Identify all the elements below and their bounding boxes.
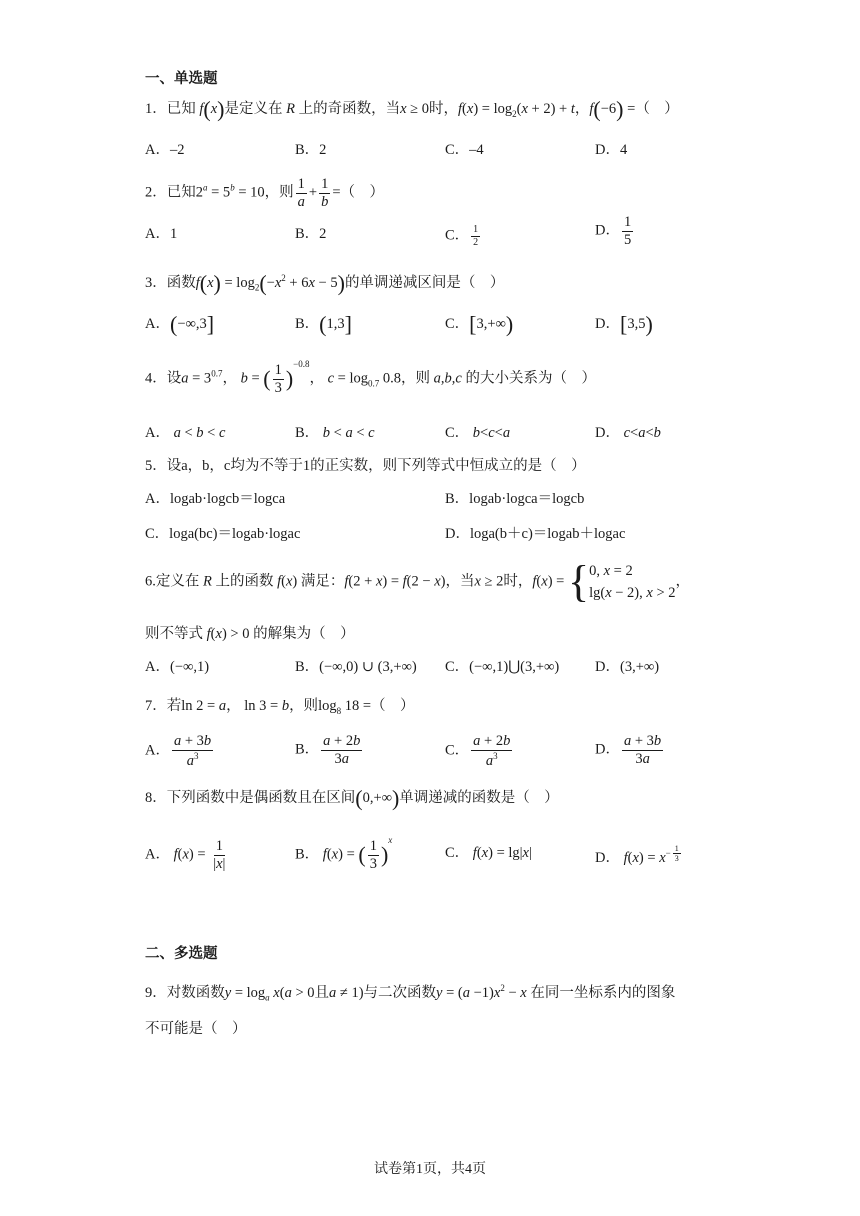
- option-c: C．[3,+∞): [445, 311, 514, 337]
- option-b: B． $\frac{a + 2b}{3a}$: [295, 733, 361, 767]
- option-b: B． f(x) = ( $\frac{1}{3}$ )$^x$: [295, 834, 393, 872]
- option-a: A．(−∞,3]: [145, 311, 215, 337]
- option-d: D． c<a<b: [595, 425, 661, 441]
- option-c: C． f(x) = lg|x|: [445, 845, 532, 861]
- question-2: 2．已知$2^a = 5^b = 10$，则 $\frac{1}{a}$ + $\frac{1}{b}$ =（ ）: [145, 176, 384, 210]
- option-d: D．(3,+∞): [595, 659, 660, 675]
- page-footer: 试卷第1页，共4页: [374, 1162, 486, 1177]
- option-c: C． $\frac{a + 2b}{a^3}$: [445, 733, 511, 769]
- option-b: B．2: [295, 226, 327, 242]
- section-title-multiple-choice: 二、多选题: [145, 946, 218, 962]
- option-d: D． $\frac{1}{5}$: [595, 214, 632, 248]
- question-4: 4．设$a = 3^{0.7}$， b = ( $\frac{1}{3}$ )$^{-0.8}$， $c = \log_{0.7} 0.8$，则 a,b,c 的大小关系为（ ）: [145, 358, 596, 396]
- option-b: B．(1,3]: [295, 311, 352, 337]
- option-d: D．4: [595, 142, 628, 158]
- option-a: A．–2: [145, 142, 185, 158]
- option-c: C．(−∞,1)⋃(3,+∞): [445, 659, 560, 675]
- question-9-line-2: 不可能是（ ）: [145, 1021, 247, 1037]
- option-c: C． $\frac{1}{2}$: [445, 224, 479, 248]
- option-a: A．(−∞,1): [145, 659, 210, 675]
- question-6-line-2: 则不等式 f(x) > 0 的解集为（ ）: [145, 626, 355, 642]
- question-9: 9．对数函数$y = \log_a x(a > 0$且a ≠ 1)与二次函数$y = (a -1)x^2 - x$ 在同一坐标系内的图象: [145, 983, 676, 1003]
- option-d: D．[3,5): [595, 311, 653, 337]
- option-b: B．(−∞,0) ∪ (3,+∞): [295, 659, 417, 675]
- question-3: 3．函数$f(x) = \log_2(-x^2 + 6x - 5)$的单调递减区间是（ ）: [145, 270, 505, 296]
- option-b: B．2: [295, 142, 327, 158]
- question-5: 5．设a，b，c均为不等于1的正实数，则下列等式中恒成立的是（ ）: [145, 458, 586, 474]
- option-a: A．1: [145, 226, 178, 242]
- question-1: 1．已知 f(x)是定义在 R 上的奇函数，当x ≥ 0时，$f(x) = \log_2(x + 2) + t$，f(−6) =（ ）: [145, 96, 679, 122]
- option-c: C． b<c<a: [445, 425, 511, 441]
- question-number: 1．: [145, 101, 167, 117]
- option-c: C．–4: [445, 142, 484, 158]
- question-6: 6.定义在 R 上的函数 f(x) 满足：f(2 + x) = f(2 − x)，当x ≥ 2时，f(x) = { 0, x = 2 lg(x − 2), x > 2 ，: [145, 557, 691, 606]
- question-7: 7．若ln 2 = a， ln 3 = b，则$\log_8 18$ =（ ）: [145, 698, 415, 716]
- question-8: 8．下列函数中是偶函数且在区间(0,+∞)单调递减的函数是（ ）: [145, 785, 559, 811]
- option-d: D． $f(x) = x^{- \frac{1}{3}}$: [595, 844, 679, 866]
- section-title-single-choice: 一、单选题: [145, 71, 218, 87]
- option-d: D．loga(b＋c)＝logab＋logac: [445, 526, 626, 542]
- option-a: A． $\frac{a + 3b}{a^3}$: [145, 733, 212, 769]
- option-d: D． $\frac{a + 3b}{3a}$: [595, 733, 662, 767]
- option-a: A．logab·logcb＝logca: [145, 491, 286, 507]
- option-a: A． a < b < c: [145, 425, 226, 441]
- option-a: A． f(x) = $\frac{1}{|x|}$: [145, 838, 226, 872]
- option-b: B．logab·logca＝logcb: [445, 491, 585, 507]
- option-c: C．loga(bc)＝logab·logac: [145, 526, 301, 542]
- option-b: B． b < a < c: [295, 425, 375, 441]
